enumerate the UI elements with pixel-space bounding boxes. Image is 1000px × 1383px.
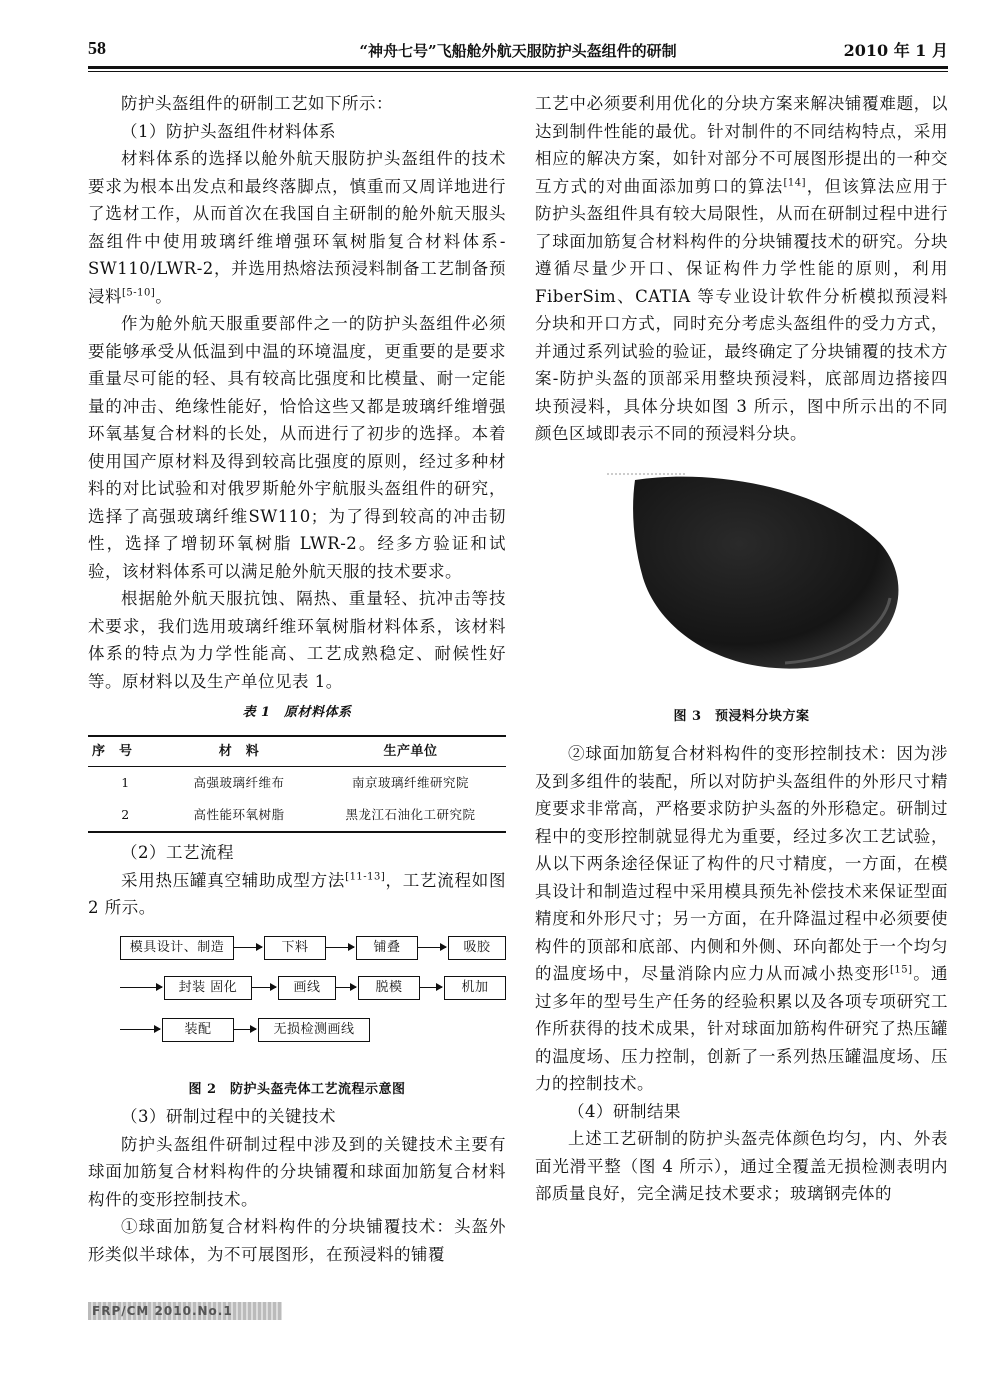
header-rule-thin [88,71,948,72]
paragraph-process [88,867,506,922]
flow-step-ndt: 无损检测画线 [258,1018,370,1042]
flow-step-mold: 模具设计、制造 [120,936,234,960]
section-heading-1: （1）防护头盔组件材料体系 [121,121,336,141]
page-number: 58 [88,38,106,58]
flow-step-cure: 封装 固化 [164,976,252,1000]
figure-3 [535,448,948,703]
header-rule-thick [88,66,948,69]
paragraph-text-continued: ，但该算法应用于防护头盔组件具有较大局限性，从而在研制过程中进行了球面加筋复合材料构件的分块铺覆技术的研究。分块遵循尽量少开口、保证构件力学性能的原则，利用 FiberSim、CATIA 等专业设计软件分析模拟预浸料分块和开口方式，同时充分考虑头盔组件的受力方式，并通过系列试验的验证，最终确定了分块铺覆的技术方案-防护头盔的顶部采用整块预浸料，底部周边搭接四块预浸料，具体分块如图 3 所示，图中所示出的不同颜色区域即表示不同的预浸料分块。 [535,176,949,443]
paragraph-system: 根据舱外航天服抗蚀、隔热、重量轻、抗冲击等技术要求，我们选用玻璃纤维环氧树脂材料体系，该材料体系的特点为力学性能高、工艺成熟稳定、耐候性好等。原材料以及生产单位见表 1。 [88,589,506,691]
flow-arrow [252,987,276,988]
paragraph-materials [88,145,506,310]
citation-ref: [5-10] [122,287,156,298]
citation-ref: [11-13] [345,871,386,882]
table-row [88,767,506,800]
flow-step-mark: 画线 [278,976,336,1000]
issue-date: 2010 年 1 月 [843,41,948,60]
col-header-index: 序 号 [88,736,163,767]
section-heading-4: （4）研制结果 [568,1101,681,1121]
figure-2-caption: 图 2 防护头盔壳体工艺流程示意图 [188,1081,406,1097]
running-title: “神舟七号”飞船舱外航天服防护头盔组件的研制 [359,42,677,60]
flow-arrow [336,987,356,988]
table-row [88,799,506,832]
running-header [88,38,948,64]
flow-step-cut: 下料 [264,936,326,960]
flow-arrow [420,987,442,988]
paragraph-end: 。 [155,286,173,306]
flow-step-bleed: 吸胶 [448,936,506,960]
flow-arrow [120,987,162,988]
table-header-row [88,736,506,767]
paragraph-deformation [535,740,948,1098]
table-cell: 南京玻璃纤维研究院 [351,775,469,791]
process-flow-diagram [88,928,506,1068]
journal-footer-stamp: FRP/CM 2010.No.1 [88,1302,282,1320]
citation-ref: [14] [783,177,807,188]
table-cell: 黑龙江石油化工研究院 [315,799,506,832]
paragraph-selection: 作为舱外航天服重要部件之一的防护头盔组件必须要能够承受从低温到中温的环境温度，更重要的是要求重量尽可能的轻、具有较高比强度和比模量、耐一定能量的冲击、绝缘性能好，恰恰这些又都是玻璃纤维增强环氧基复合材料的长处，从而进行了初步的选择。本着使用国产原材料及得到较高比强度的原则，经过多种材料的对比试验和对俄罗斯舱外宇航服头盔组件的研究，选择了高强玻璃纤维SW110；为了得到较高的冲击韧性，选择了增韧环氧树脂 LWR-2。经多方验证和试验，该材料体系可以满足舱外航天服的技术要求。 [88,314,506,581]
col-header-material: 材 料 [163,736,315,767]
paragraph-layup-continued [535,90,948,448]
table-cell: 1 [121,775,130,791]
table-cell: 2 [88,799,163,832]
flow-step-machine: 机加 [444,976,506,1000]
flow-arrow [120,1029,160,1030]
right-column [535,90,948,1208]
paragraph-text: 采用热压罐真空辅助成型方法 [121,870,346,890]
flow-step-demold: 脱模 [358,976,420,1000]
flow-step-assembly: 装配 [162,1018,234,1042]
paragraph-text: 工艺中必须要利用优化的分块方案来解决铺覆难题，以达到制件性能的最优。针对制件的不同结构特点，采用相应的解决方案，如针对部分不可展图形提出的一种交互方式的对曲面添加剪口的算法 [535,94,948,196]
citation-ref: [15] [889,964,913,976]
paragraph-text-continued: 。通过多年的型号生产任务的经验积累以及各项专项研究工作所获得的技术成果，针对球面加筋构件研究了热压罐的温度场、压力控制，创新了一系列热压罐温度场、压力的控制技术。 [535,964,949,1093]
paragraph-layup-tech: ①球面加筋复合材料构件的分块铺覆技术：头盔外形类似半球体，为不可展图形，在预浸料的铺覆 [88,1217,506,1264]
paragraph-text: 材料体系的选择以舱外航天服防护头盔组件的技术要求为根本出发点和最终落脚点，慎重而又周详地进行了选材工作，从而首次在我国自主研制的舱外航天服头盔组件中使用玻璃纤维增强环氧树脂复合材料体系-SW110/LWR-2，并选用热熔法预浸料制备工艺制备预浸料 [88,149,506,306]
paragraph-key-tech: 防护头盔组件研制过程中涉及到的关键技术主要有球面加筋复合材料构件的分块铺覆和球面加筋复合材料构件的变形控制技术。 [88,1134,506,1209]
paragraph-end: ，工艺流程如图 2 所示。 [88,870,507,917]
table-cell: 高性能环氧树脂 [163,799,315,832]
paragraph-text: ②球面加筋复合材料构件的变形控制技术：因为涉及到多组件的装配，所以对防护头盔组件的外形尺寸精度要求非常高，严格要求防护头盔的外形稳定。研制过程中的变形控制就显得尤为重要，经过多次工艺试验，从以下两条途径保证了构件的尺寸精度，一方面，在模具设计和制造过程中采用模具预先补偿技术来保证型面精度和外形尺寸；另一方面，在升降温过程中必须要使构件的顶部和底部、内侧和外侧、环向都处于一个均匀的温度场中，尽量消除内应力从而减小热变形 [535,744,948,983]
figure-3-caption: 图 3 预浸料分块方案 [673,708,810,724]
flow-arrow [234,947,262,948]
flow-arrow [326,947,354,948]
flow-arrow [234,1029,256,1030]
left-column [88,90,506,1268]
helmet-ply-image [535,448,948,703]
col-header-producer: 生产单位 [315,736,506,767]
flow-arrow [418,947,446,948]
intro-line: 防护头盔组件的研制工艺如下所示： [121,94,393,113]
materials-table [88,735,506,834]
flow-step-layup: 铺叠 [356,936,418,960]
table-caption: 表 1 原材料体系 [242,705,352,720]
table-cell: 高强玻璃纤维布 [193,775,285,791]
section-heading-2: （2）工艺流程 [121,843,234,862]
paragraph-results: 上述工艺研制的防护头盔壳体颜色均匀，内、外表面光滑平整（图 4 所示），通过全覆盖无损检测表明内部质量良好，完全满足技术要求；玻璃钢壳体的 [535,1129,948,1203]
section-heading-3: （3）研制过程中的关键技术 [121,1107,336,1126]
